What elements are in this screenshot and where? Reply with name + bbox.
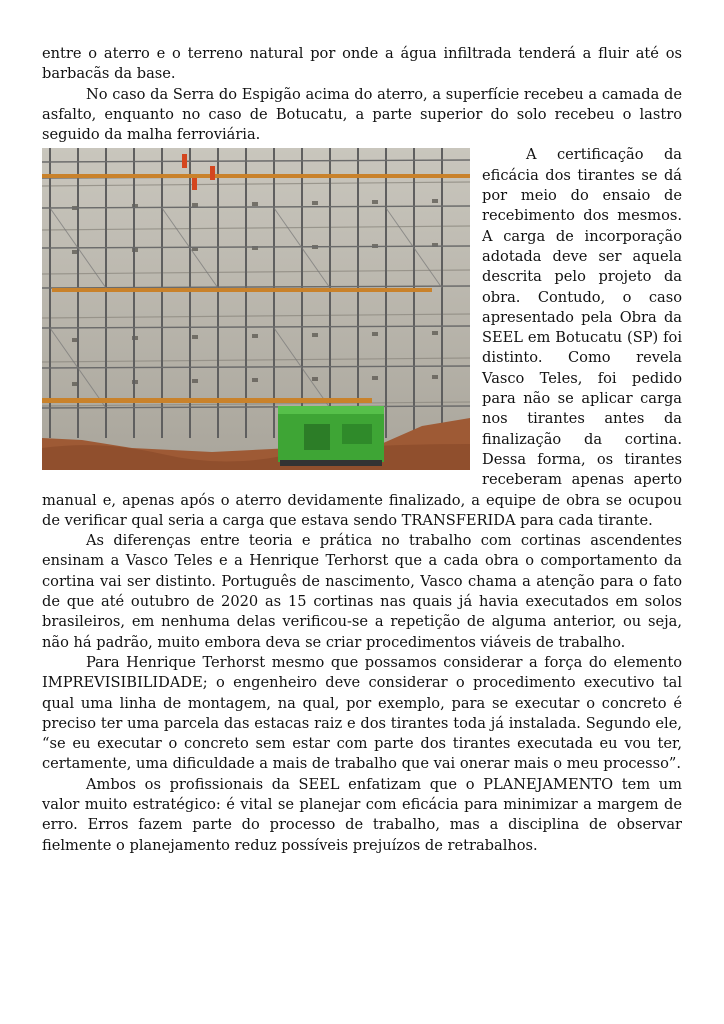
paragraph-5: Para Henrique Terhorst mesmo que possamos considerar a força do elemento IMPREVISIBILIDADE; o engenheiro deve considerar o procedimento executivo tal qual uma linha de montagem, na qual, por exemplo, para se executar o concreto é preciso ter uma parcela das estacas raiz e dos tirantes toda já instalada. Segundo ele, “se eu executar o concreto sem estar com parte dos tirantes executada eu vou ter, certamente, uma dificuldade a mais de trabalho que vai onerar mais o meu processo”. <box>42 653 682 773</box>
document-page <box>42 44 682 856</box>
paragraph-3: A certificação da eficácia dos tirantes se dá por meio do ensaio de recebimento dos mesmos. A carga de incorporação adotada deve ser aquela descrita pelo projeto da obra. Contudo, o caso apresentado pela Obra da SEEL em Botucatu (SP) foi distinto. Como revela Vasco Teles, foi pedido para não se aplicar carga nos tirantes antes da finalização da cortina. Dessa forma, os tirantes receberam apenas aperto manual e, apenas após o aterro devidamente finalizado, a equipe de obra se ocupou de verificar qual seria a carga que estava sendo TRANSFERIDA para cada tirante. <box>42 146 682 529</box>
paragraph-4: As diferenças entre teoria e prática no trabalho com cortinas ascendentes ensinam a Vasco Teles e a Henrique Terhorst que a cada obra o comportamento da cortina vai ser distinto. Português de nascimento, Vasco chama a atenção para o fato de que até outubro de 2020 as 15 cortinas nas quais já havia executados em solos brasileiros, em nenhuma delas verificou-se a repetição de alguma anterior, ou seja, não há padrão, muito embora deva se criar procedimentos viáveis de trabalho. <box>42 532 682 651</box>
paragraph-1: entre o aterro e o terreno natural por onde a água infiltrada tenderá a fluir até os barbacãs da base. <box>42 45 682 83</box>
paragraph-2: No caso da Serra do Espigão acima do aterro, a superfície recebeu a camada de asfalto, enquanto no caso de Botucatu, a parte superior do solo recebeu o lastro seguido da malha ferroviária. <box>42 85 682 144</box>
paragraph-6: Ambos os profissionais da SEEL enfatizam que o PLANEJAMENTO tem um valor muito estratégico: é vital se planejar com eficácia para minimizar a margem de erro. Erros fazem parte do processo de trabalho, mas a disciplina de observar fielmente o planejamento reduz possíveis prejuízos de retrabalhos. <box>42 775 682 854</box>
construction-photo <box>42 148 470 470</box>
